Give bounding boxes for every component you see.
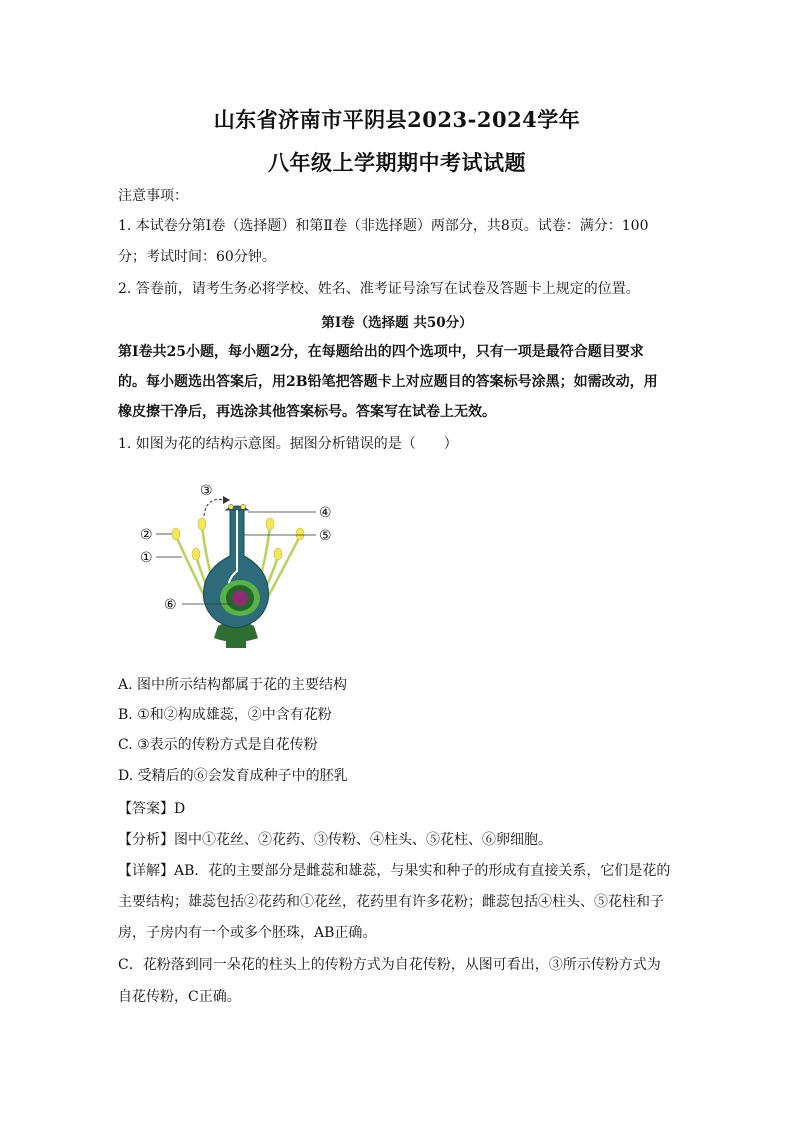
pollen-grain-1 (229, 505, 234, 510)
section-instructions-line2: 的。每小题选出答案后，用2B铅笔把答题卡上对应题目的答案标号涂黑；如需改动，用 (118, 374, 658, 390)
option-c: C. ③表示的传粉方式是自花传粉 (118, 737, 318, 753)
notice-item1-line1: 1. 本试卷分第Ⅰ卷（选择题）和第Ⅱ卷（非选择题）两部分，共8页。试卷：满分：100 (118, 218, 649, 234)
exam-title-line2: 八年级上学期期中考试试题 (268, 150, 526, 175)
anther-left-3 (198, 518, 206, 530)
notice-heading: 注意事项： (118, 188, 188, 204)
figure-label-2: ② (140, 527, 153, 543)
notice-item2: 2. 答卷前，请考生务必将学校、姓名、准考证号涂写在试卷及答题卡上规定的位置。 (118, 281, 640, 297)
notice-item1-line2: 分；考试时间：60分钟。 (118, 249, 276, 265)
anther-left-2 (192, 548, 200, 560)
anther-right-1 (296, 528, 304, 540)
detail-line4: C．花粉落到同一朵花的柱头上的传粉方式为自花传粉，从图可看出，③所示传粉方式为 (118, 957, 661, 973)
detail-line2: 主要结构；雄蕊包括②花药和①花丝，花药里有许多花粉；雌蕊包括④柱头、⑤花柱和子 (118, 894, 664, 910)
detail-line1: 【详解】AB．花的主要部分是雌蕊和雄蕊，与果实和种子的形成有直接关系，它们是花的 (118, 863, 671, 879)
question1-stem: 1. 如图为花的结构示意图。据图分析错误的是（ ） (118, 436, 458, 452)
answer-line: 【答案】D (118, 801, 186, 817)
anther-right-3 (266, 518, 274, 530)
anther-left-1 (172, 528, 180, 540)
anther-right-2 (274, 548, 282, 560)
option-b: B. ①和②构成雄蕊，②中含有花粉 (118, 707, 332, 723)
pollination-arrow-head (223, 496, 230, 504)
receptacle-base (226, 638, 246, 648)
flower-structure-diagram (130, 476, 350, 656)
option-d: D. 受精后的⑥会发育成种子中的胚乳 (118, 768, 348, 784)
figure-label-1: ① (140, 550, 153, 566)
pollination-arrow (204, 499, 226, 516)
egg-cell (232, 590, 248, 606)
detail-line3: 房，子房内有一个或多个胚珠，AB正确。 (118, 925, 377, 941)
pollen-grain-2 (241, 505, 246, 510)
figure-label-4: ④ (319, 505, 332, 521)
figure-label-5: ⑤ (319, 528, 332, 544)
figure-label-6: ⑥ (164, 597, 177, 613)
section-instructions-line1: 第Ⅰ卷共25小题，每小题2分，在每题给出的四个选项中，只有一项是最符合题目要求 (118, 344, 644, 360)
section-instructions-line3: 橡皮擦干净后，再选涂其他答案标号。答案写在试卷上无效。 (118, 404, 496, 420)
exam-title-line1: 山东省济南市平阴县2023-2024学年 (213, 107, 581, 132)
analysis-line: 【分析】图中①花丝、②花药、③传粉、④柱头、⑤花柱、⑥卵细胞。 (118, 832, 552, 848)
figure-label-3: ③ (200, 483, 213, 499)
detail-line5: 自花传粉，C正确。 (118, 989, 241, 1005)
option-a: A. 图中所示结构都属于花的主要结构 (118, 677, 348, 693)
section-heading: 第Ⅰ卷（选择题 共50分） (321, 315, 473, 331)
